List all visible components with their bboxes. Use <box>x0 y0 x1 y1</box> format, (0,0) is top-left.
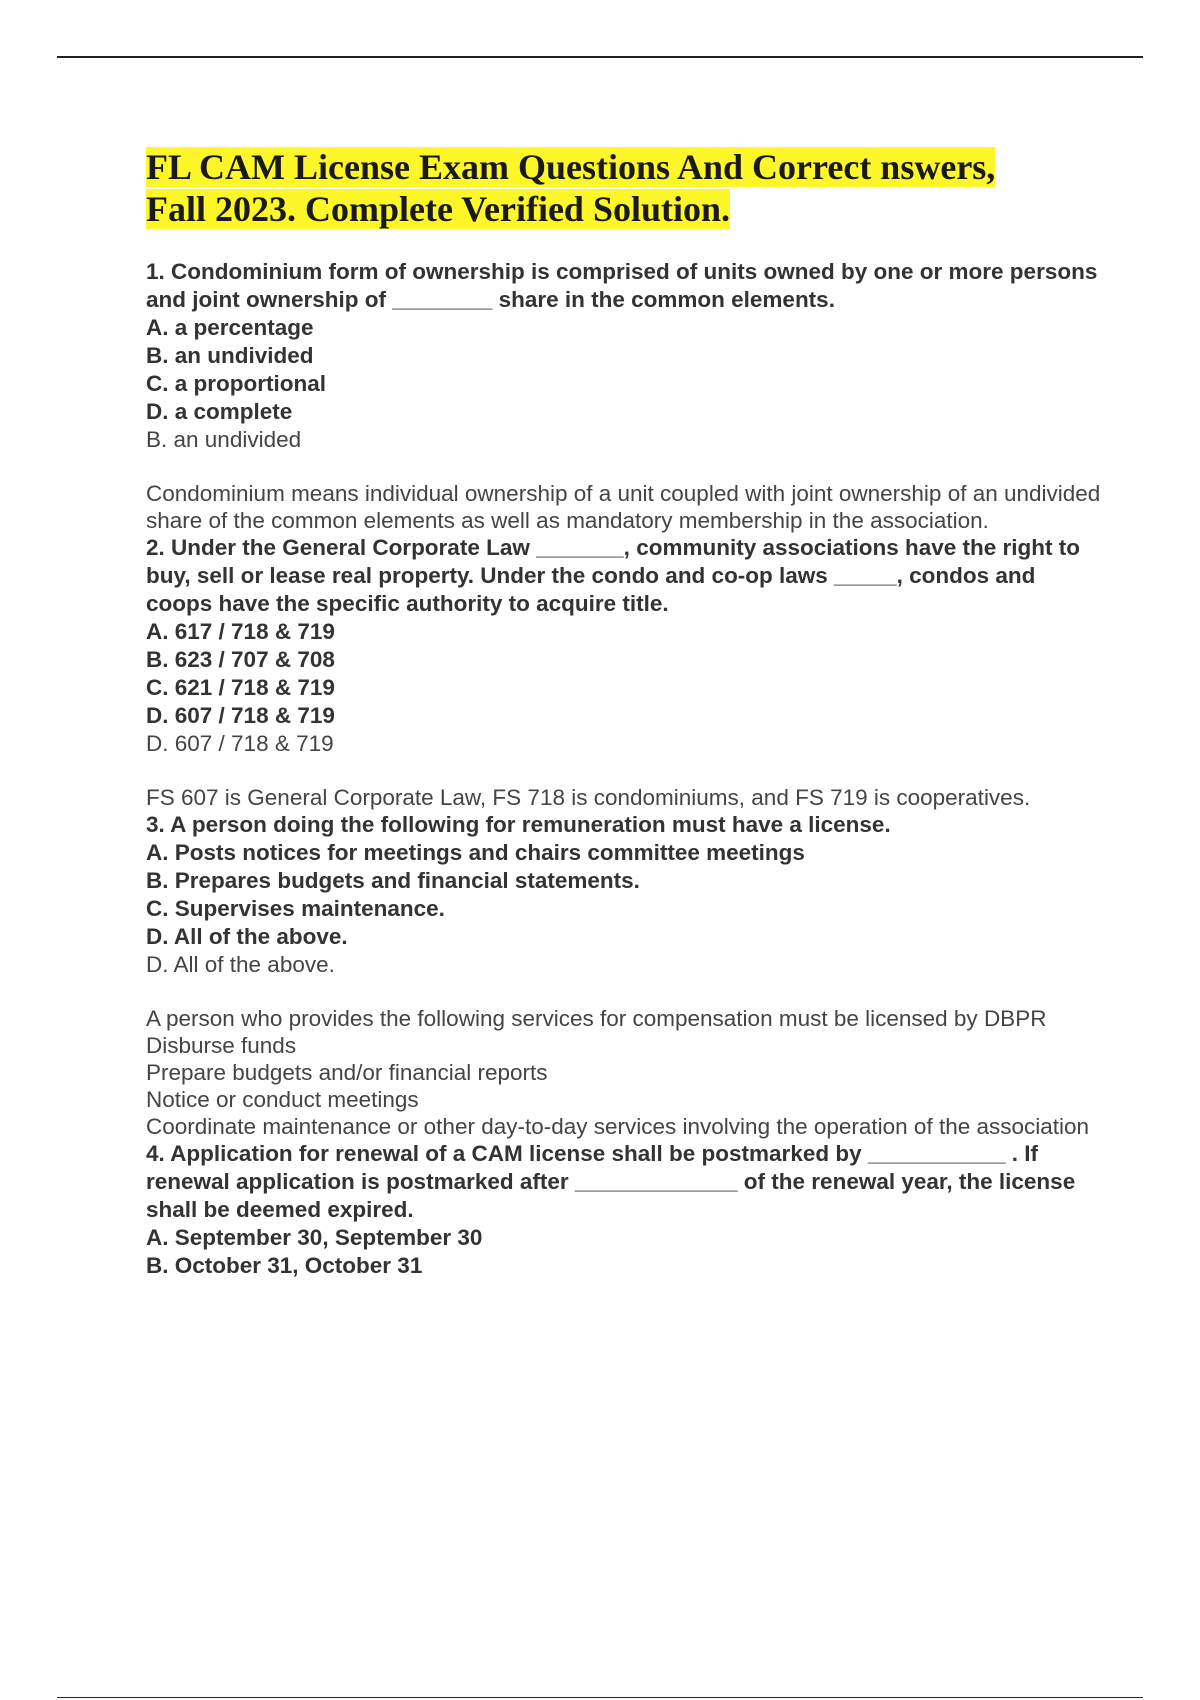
option-a: A. September 30, September 30 <box>146 1225 483 1250</box>
explanation-line-4: Notice or conduct meetings <box>146 1087 419 1112</box>
question-text: 1. Condominium form of ownership is comprised of units owned by one or more persons and joint ownership of ________ share in the common elements. <box>146 259 1098 312</box>
option-c: C. Supervises maintenance. <box>146 896 445 921</box>
explanation-line-2: Disburse funds <box>146 1033 297 1058</box>
title-line-2: Fall 2023. Complete Verified Solution. <box>146 189 730 229</box>
option-b: B. Prepares budgets and financial statements. <box>146 868 640 893</box>
question-text: 4. Application for renewal of a CAM license shall be postmarked by ___________ . If renewal application is postmarked after _____________ of the renewal year, the license shall be deemed expired. <box>146 1141 1076 1222</box>
top-rule <box>57 56 1143 58</box>
explanation-line-1: A person who provides the following services for compensation must be licensed by DBPR <box>146 1006 1047 1031</box>
option-a: A. 617 / 718 & 719 <box>146 619 335 644</box>
option-c: C. 621 / 718 & 719 <box>146 675 335 700</box>
title-line-1: FL CAM License Exam Questions And Correct nswers, <box>146 147 996 187</box>
option-a: A. a percentage <box>146 315 314 340</box>
option-d: D. All of the above. <box>146 924 348 949</box>
explanation-line-5: Coordinate maintenance or other day-to-day services involving the operation of the association <box>146 1114 1090 1139</box>
explanation-text: FS 607 is General Corporate Law, FS 718 is condominiums, and FS 719 is cooperatives. <box>146 785 1031 810</box>
question-block-1 <box>146 258 1106 534</box>
question-block-4 <box>146 1140 1106 1280</box>
bottom-rule <box>57 1697 1143 1698</box>
option-b: B. an undivided <box>146 343 314 368</box>
explanation-text: Condominium means individual ownership of a unit coupled with joint ownership of an undivided share of the common elements as well as mandatory membership in the association. <box>146 481 1101 533</box>
question-text: 3. A person doing the following for remuneration must have a license. <box>146 812 891 837</box>
answer-text: D. All of the above. <box>146 952 335 977</box>
answer-text: D. 607 / 718 & 719 <box>146 731 334 756</box>
document-title <box>146 146 1106 230</box>
option-b: B. October 31, October 31 <box>146 1253 423 1278</box>
option-d: D. a complete <box>146 399 293 424</box>
option-c: C. a proportional <box>146 371 326 396</box>
option-a: A. Posts notices for meetings and chairs committee meetings <box>146 840 805 865</box>
question-text: 2. Under the General Corporate Law _______, community associations have the right to buy, sell or lease real property. Under the condo and co-op laws _____, condos and coops have the specific authority to acquire title. <box>146 535 1081 616</box>
document-body <box>146 146 1106 1280</box>
answer-text: B. an undivided <box>146 427 302 452</box>
option-d: D. 607 / 718 & 719 <box>146 703 335 728</box>
explanation-line-3: Prepare budgets and/or financial reports <box>146 1060 548 1085</box>
question-block-3 <box>146 811 1106 1140</box>
question-block-2 <box>146 534 1106 811</box>
option-b: B. 623 / 707 & 708 <box>146 647 335 672</box>
